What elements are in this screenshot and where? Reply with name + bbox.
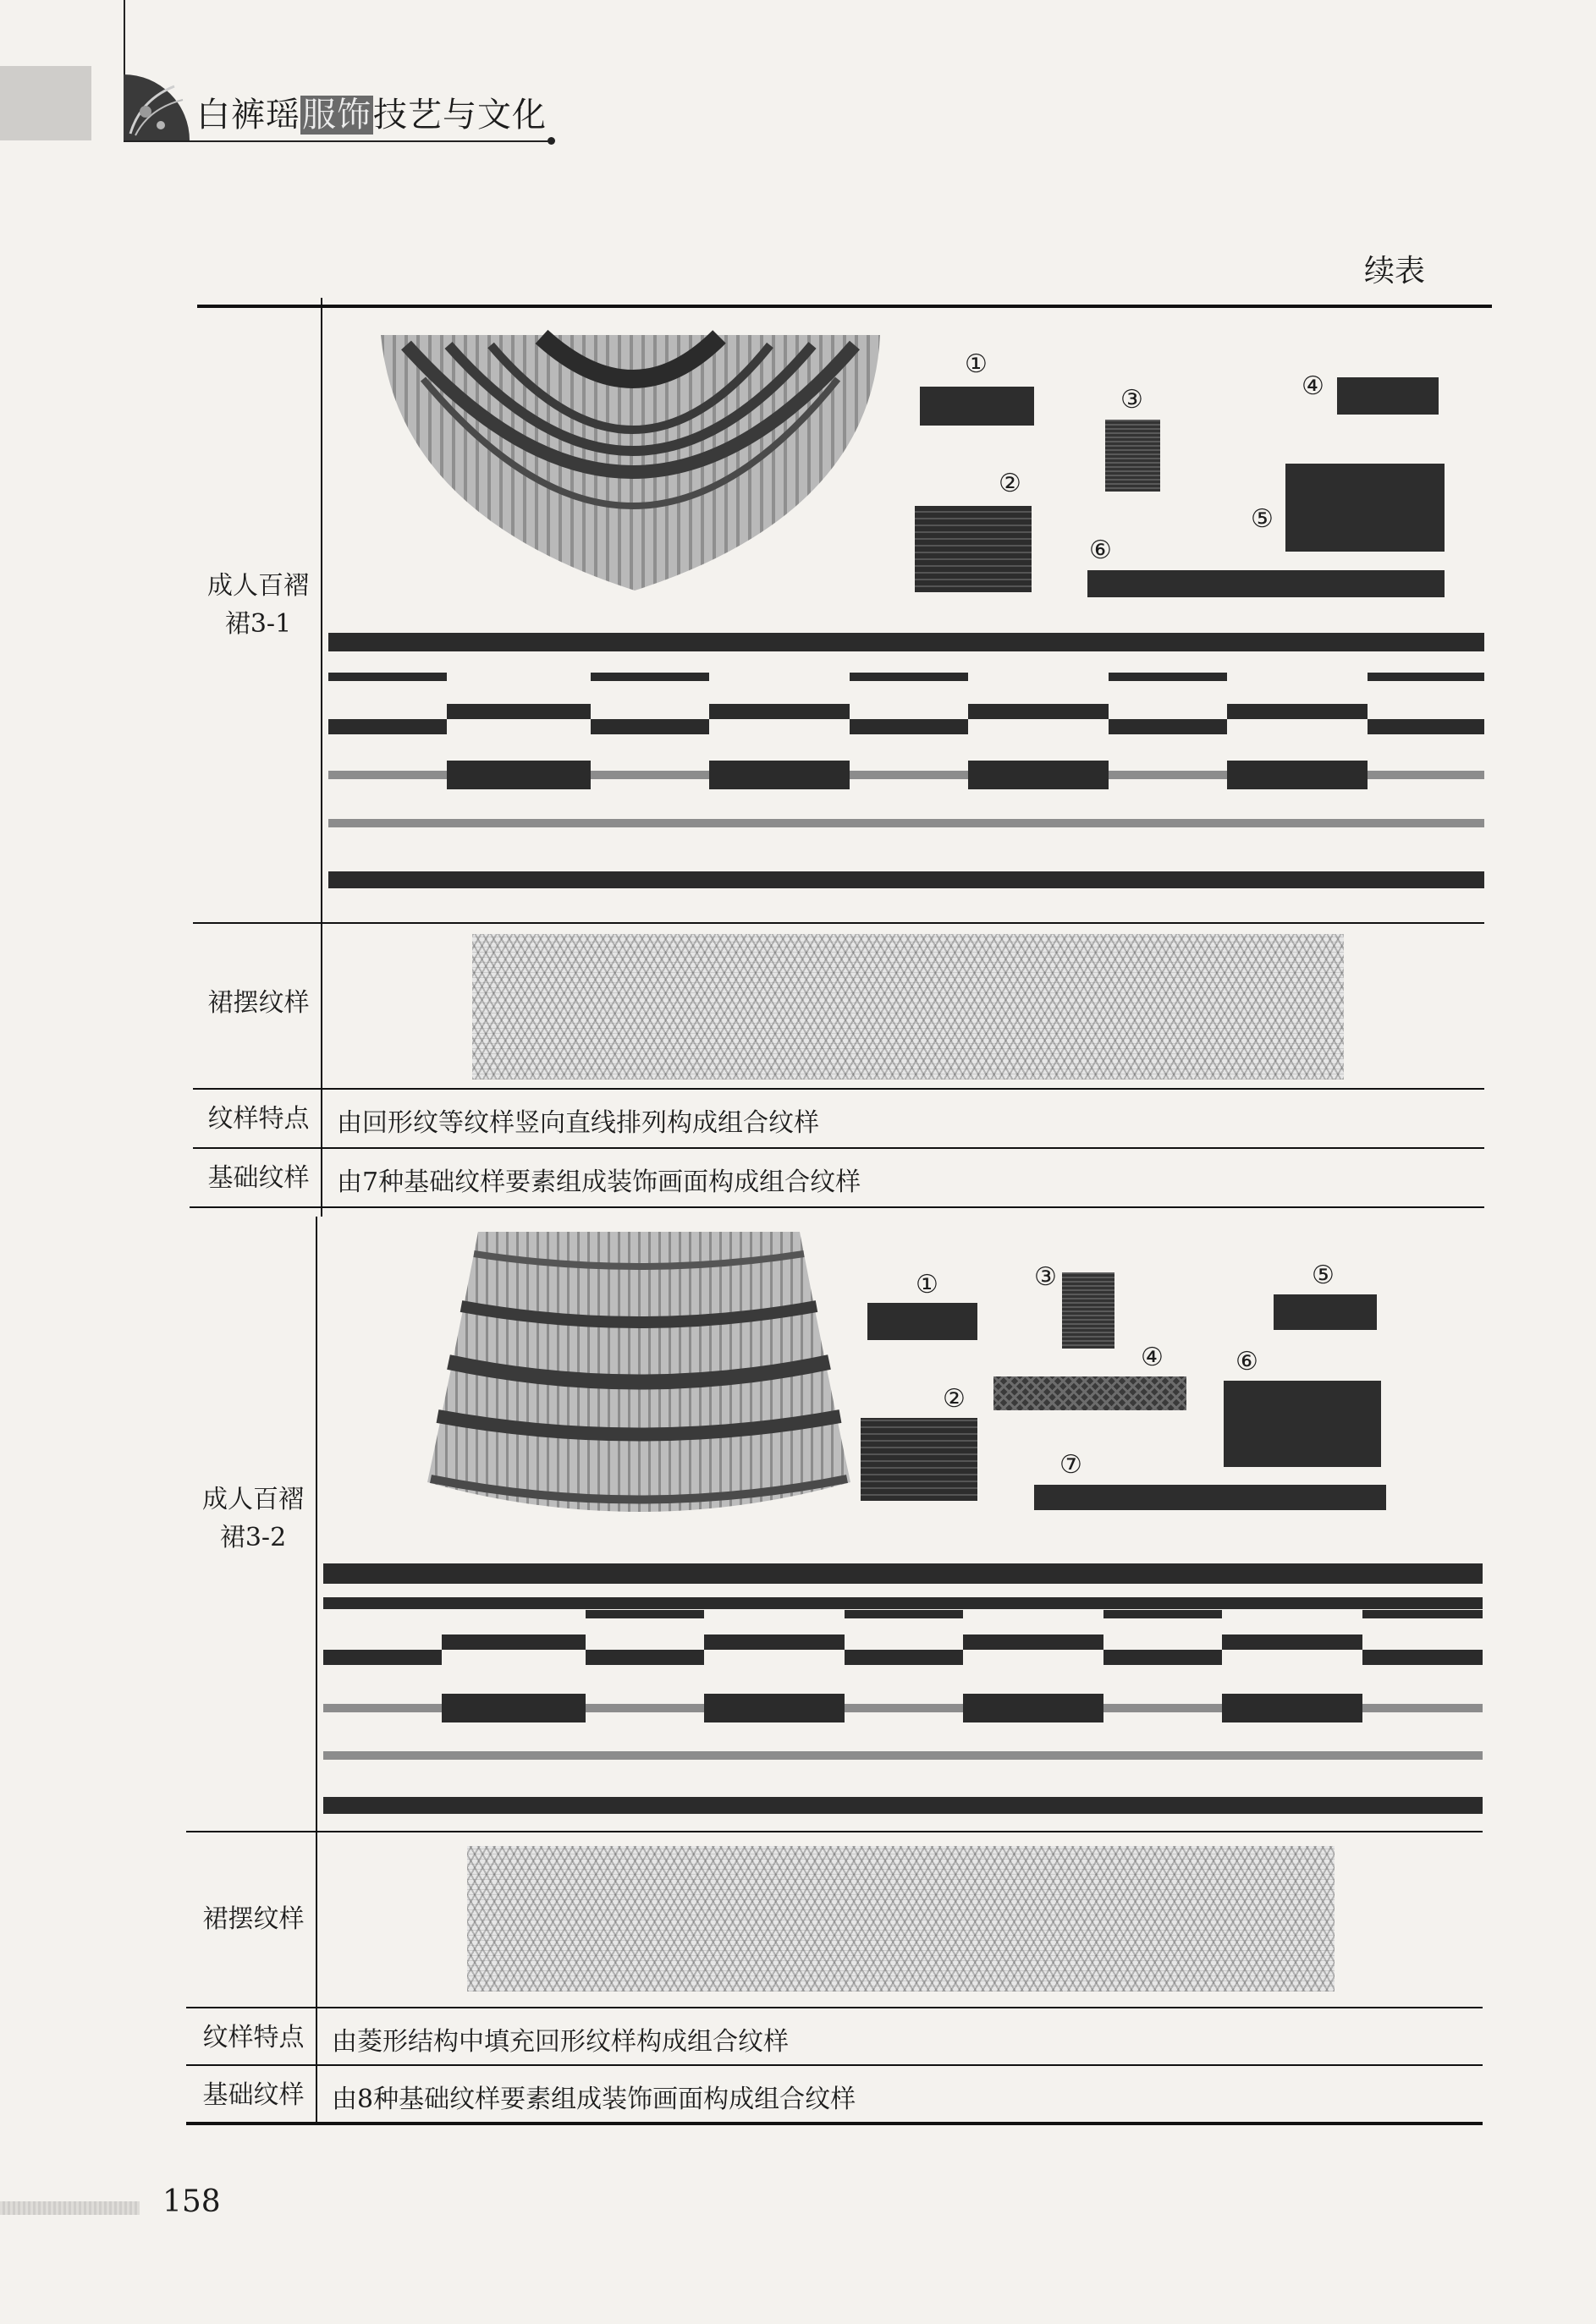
element-swatch-1 — [920, 387, 1034, 426]
stripe-band — [704, 1634, 845, 1650]
stripe-band — [323, 1751, 1483, 1760]
stripe-band — [1362, 1610, 1483, 1618]
element-marker: ⑤ — [1312, 1261, 1335, 1290]
hem-pattern-image-1 — [472, 934, 1344, 1080]
element-marker: ⑥ — [1236, 1347, 1258, 1376]
stripe-band — [709, 704, 850, 719]
stripe-band — [591, 673, 709, 681]
stripe-band — [1222, 1694, 1362, 1722]
basic-text-2: 由8种基础纹样要素组成装饰画面构成组合纹样 — [332, 2085, 856, 2114]
stripe-band — [1368, 673, 1484, 681]
element-marker: ① — [916, 1270, 938, 1299]
stripe-band — [704, 1694, 845, 1722]
page-number-shade — [0, 2201, 140, 2215]
skirt-name-2-line1: 成人百褶 — [202, 1485, 304, 1514]
stripe-band — [1368, 719, 1484, 734]
stripe-band — [1103, 1650, 1222, 1665]
stripe-band — [1362, 1650, 1483, 1665]
element-marker: ⑤ — [1251, 504, 1274, 534]
row-separator — [193, 1088, 1484, 1090]
table-continued-label: 续表 — [1363, 254, 1425, 288]
stripe-band — [323, 1797, 1483, 1814]
stripe-band — [1109, 673, 1227, 681]
row-separator — [190, 1206, 1484, 1208]
stripe-band — [850, 673, 968, 681]
element-swatch-1 — [867, 1303, 977, 1340]
stripe-band — [442, 1694, 586, 1722]
running-header-title: 白裤瑶服饰技艺与文化 — [196, 96, 547, 135]
stripe-band — [323, 1597, 1483, 1609]
stripe-band — [442, 1634, 586, 1650]
element-marker: ② — [943, 1384, 966, 1414]
stripe-band — [1227, 704, 1368, 719]
stripe-band — [968, 761, 1109, 789]
feature-text-2: 由菱形结构中填充回形纹样构成组合纹样 — [332, 2027, 789, 2057]
header-rule-dot — [548, 137, 555, 145]
stripe-band — [845, 1650, 963, 1665]
element-marker: ④ — [1141, 1343, 1164, 1372]
stripe-band — [586, 1610, 704, 1618]
stripe-diagram-1 — [328, 626, 1484, 893]
header-emblem-icon — [124, 74, 190, 140]
table-top-rule — [197, 305, 1492, 308]
hem-pattern-image-2 — [467, 1846, 1335, 1992]
element-swatch-3 — [1062, 1272, 1114, 1349]
stripe-band — [328, 819, 1484, 827]
row-separator — [186, 2007, 1483, 2008]
stripe-diagram-2 — [323, 1563, 1483, 1826]
stripe-band — [1109, 719, 1227, 734]
element-marker: ① — [965, 349, 988, 379]
element-marker: ② — [999, 469, 1021, 498]
element-swatch-2 — [915, 506, 1032, 592]
hem-pattern-label-2: 裙摆纹样 — [202, 1904, 305, 1934]
page-number: 158 — [162, 2184, 221, 2219]
stripe-band — [850, 719, 968, 734]
stripe-band — [1227, 761, 1368, 789]
table-column-divider-2 — [316, 1217, 317, 2123]
stripe-band — [591, 719, 709, 734]
skirt-name-1-line2: 裙3-1 — [224, 609, 292, 639]
stripe-band — [963, 1694, 1103, 1722]
stripe-band — [963, 1634, 1103, 1650]
element-swatch-4 — [993, 1376, 1186, 1410]
element-swatch-2 — [861, 1418, 977, 1501]
stripe-band — [586, 1650, 704, 1665]
pleated-skirt-2-photo — [427, 1228, 850, 1530]
feature-label-1: 纹样特点 — [207, 1104, 310, 1134]
stripe-band — [328, 719, 447, 734]
stripe-band — [447, 761, 591, 789]
skirt-name-1 — [203, 567, 313, 643]
basic-label-1: 基础纹样 — [207, 1163, 310, 1193]
skirt-name-2 — [198, 1481, 308, 1557]
element-swatch-4 — [1337, 377, 1439, 415]
element-swatch-7 — [1034, 1485, 1386, 1510]
pleated-skirt-1-photo — [372, 328, 889, 599]
element-marker: ⑥ — [1089, 536, 1112, 565]
stripe-band — [328, 673, 447, 681]
row-separator — [186, 1831, 1483, 1832]
element-swatch-5 — [1285, 464, 1445, 552]
element-swatch-5 — [1274, 1294, 1377, 1330]
stripe-band — [323, 1563, 1483, 1584]
stripe-band — [328, 871, 1484, 888]
feature-text-1: 由回形纹等纹样竖向直线排列构成组合纹样 — [337, 1108, 819, 1138]
element-swatch-6 — [1087, 570, 1445, 597]
basic-text-1: 由7种基础纹样要素组成装饰画面构成组合纹样 — [337, 1167, 861, 1197]
table-bottom-rule — [186, 2122, 1483, 2125]
stripe-band — [323, 1650, 442, 1665]
header-horizontal-rule — [124, 140, 551, 142]
header-gray-block — [0, 66, 91, 140]
element-marker: ⑦ — [1059, 1450, 1082, 1480]
skirt-name-1-line1: 成人百褶 — [207, 571, 309, 601]
element-marker: ③ — [1120, 385, 1143, 415]
stripe-band — [968, 704, 1109, 719]
stripe-band — [1222, 1634, 1362, 1650]
element-swatch-3 — [1105, 420, 1160, 492]
row-separator — [186, 2064, 1483, 2066]
row-separator — [193, 922, 1484, 924]
stripe-band — [1103, 1610, 1222, 1618]
element-swatch-6 — [1224, 1381, 1381, 1467]
table-column-divider-1 — [321, 298, 322, 1217]
element-marker: ③ — [1034, 1262, 1057, 1292]
element-marker: ④ — [1302, 371, 1324, 401]
basic-label-2: 基础纹样 — [202, 2080, 305, 2110]
feature-label-2: 纹样特点 — [202, 2023, 305, 2052]
stripe-band — [328, 633, 1484, 651]
hem-pattern-label-1: 裙摆纹样 — [207, 988, 310, 1018]
stripe-band — [447, 704, 591, 719]
row-separator — [193, 1147, 1484, 1149]
stripe-band — [845, 1610, 963, 1618]
stripe-band — [709, 761, 850, 789]
skirt-name-2-line2: 裙3-2 — [219, 1523, 287, 1552]
